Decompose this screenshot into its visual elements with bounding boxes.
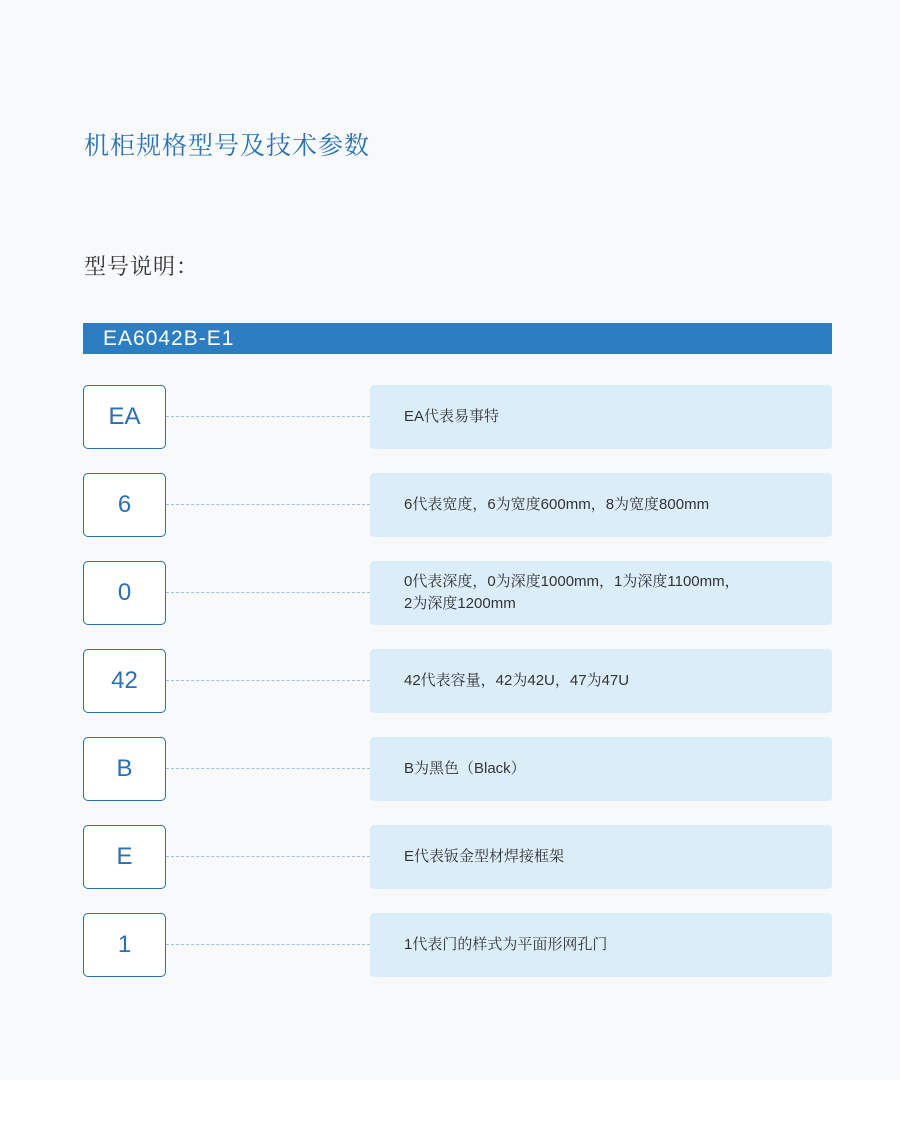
description-box — [370, 913, 832, 977]
code-box: E — [83, 825, 166, 889]
description-box — [370, 473, 832, 537]
model-code: EA6042B-E1 — [103, 327, 235, 350]
description-line: 6代表宽度，6为宽度600mm，8为宽度800mm — [404, 496, 710, 513]
dashed-connector — [166, 768, 370, 769]
code-box: B — [83, 737, 166, 801]
model-row — [83, 561, 832, 625]
dashed-connector — [166, 944, 370, 945]
dashed-connector — [166, 856, 370, 857]
dashed-connector — [166, 504, 370, 505]
code-box: 0 — [83, 561, 166, 625]
code-box: 42 — [83, 649, 166, 713]
description-box — [370, 649, 832, 713]
dashed-connector — [166, 680, 370, 681]
description-box — [370, 737, 832, 801]
section-label: 型号说明： — [84, 254, 200, 279]
model-row — [83, 913, 832, 977]
dashed-connector — [166, 416, 370, 417]
model-row — [83, 825, 832, 889]
code-box: 1 — [83, 913, 166, 977]
dashed-connector — [166, 592, 370, 593]
description-box — [370, 561, 832, 625]
model-code-bar — [83, 323, 832, 354]
description-line: 1代表门的样式为平面形网孔门 — [404, 936, 608, 953]
code-box: EA — [83, 385, 166, 449]
model-breakdown-list — [83, 385, 832, 1001]
model-row — [83, 649, 832, 713]
description-line: E代表钣金型材焊接框架 — [404, 848, 565, 865]
model-row — [83, 737, 832, 801]
description-line: EA代表易事特 — [404, 408, 500, 425]
code-box: 6 — [83, 473, 166, 537]
description-line: 0代表深度，0为深度1000mm，1为深度1100mm， — [404, 573, 740, 590]
description-line: 2为深度1200mm — [404, 595, 516, 612]
description-box — [370, 385, 832, 449]
description-box — [370, 825, 832, 889]
model-row — [83, 385, 832, 449]
description-line: 42代表容量，42为42U，47为47U — [404, 672, 630, 689]
model-row — [83, 473, 832, 537]
page-title: 机柜规格型号及技术参数 — [84, 132, 371, 160]
description-line: B为黑色（Black） — [404, 760, 526, 777]
